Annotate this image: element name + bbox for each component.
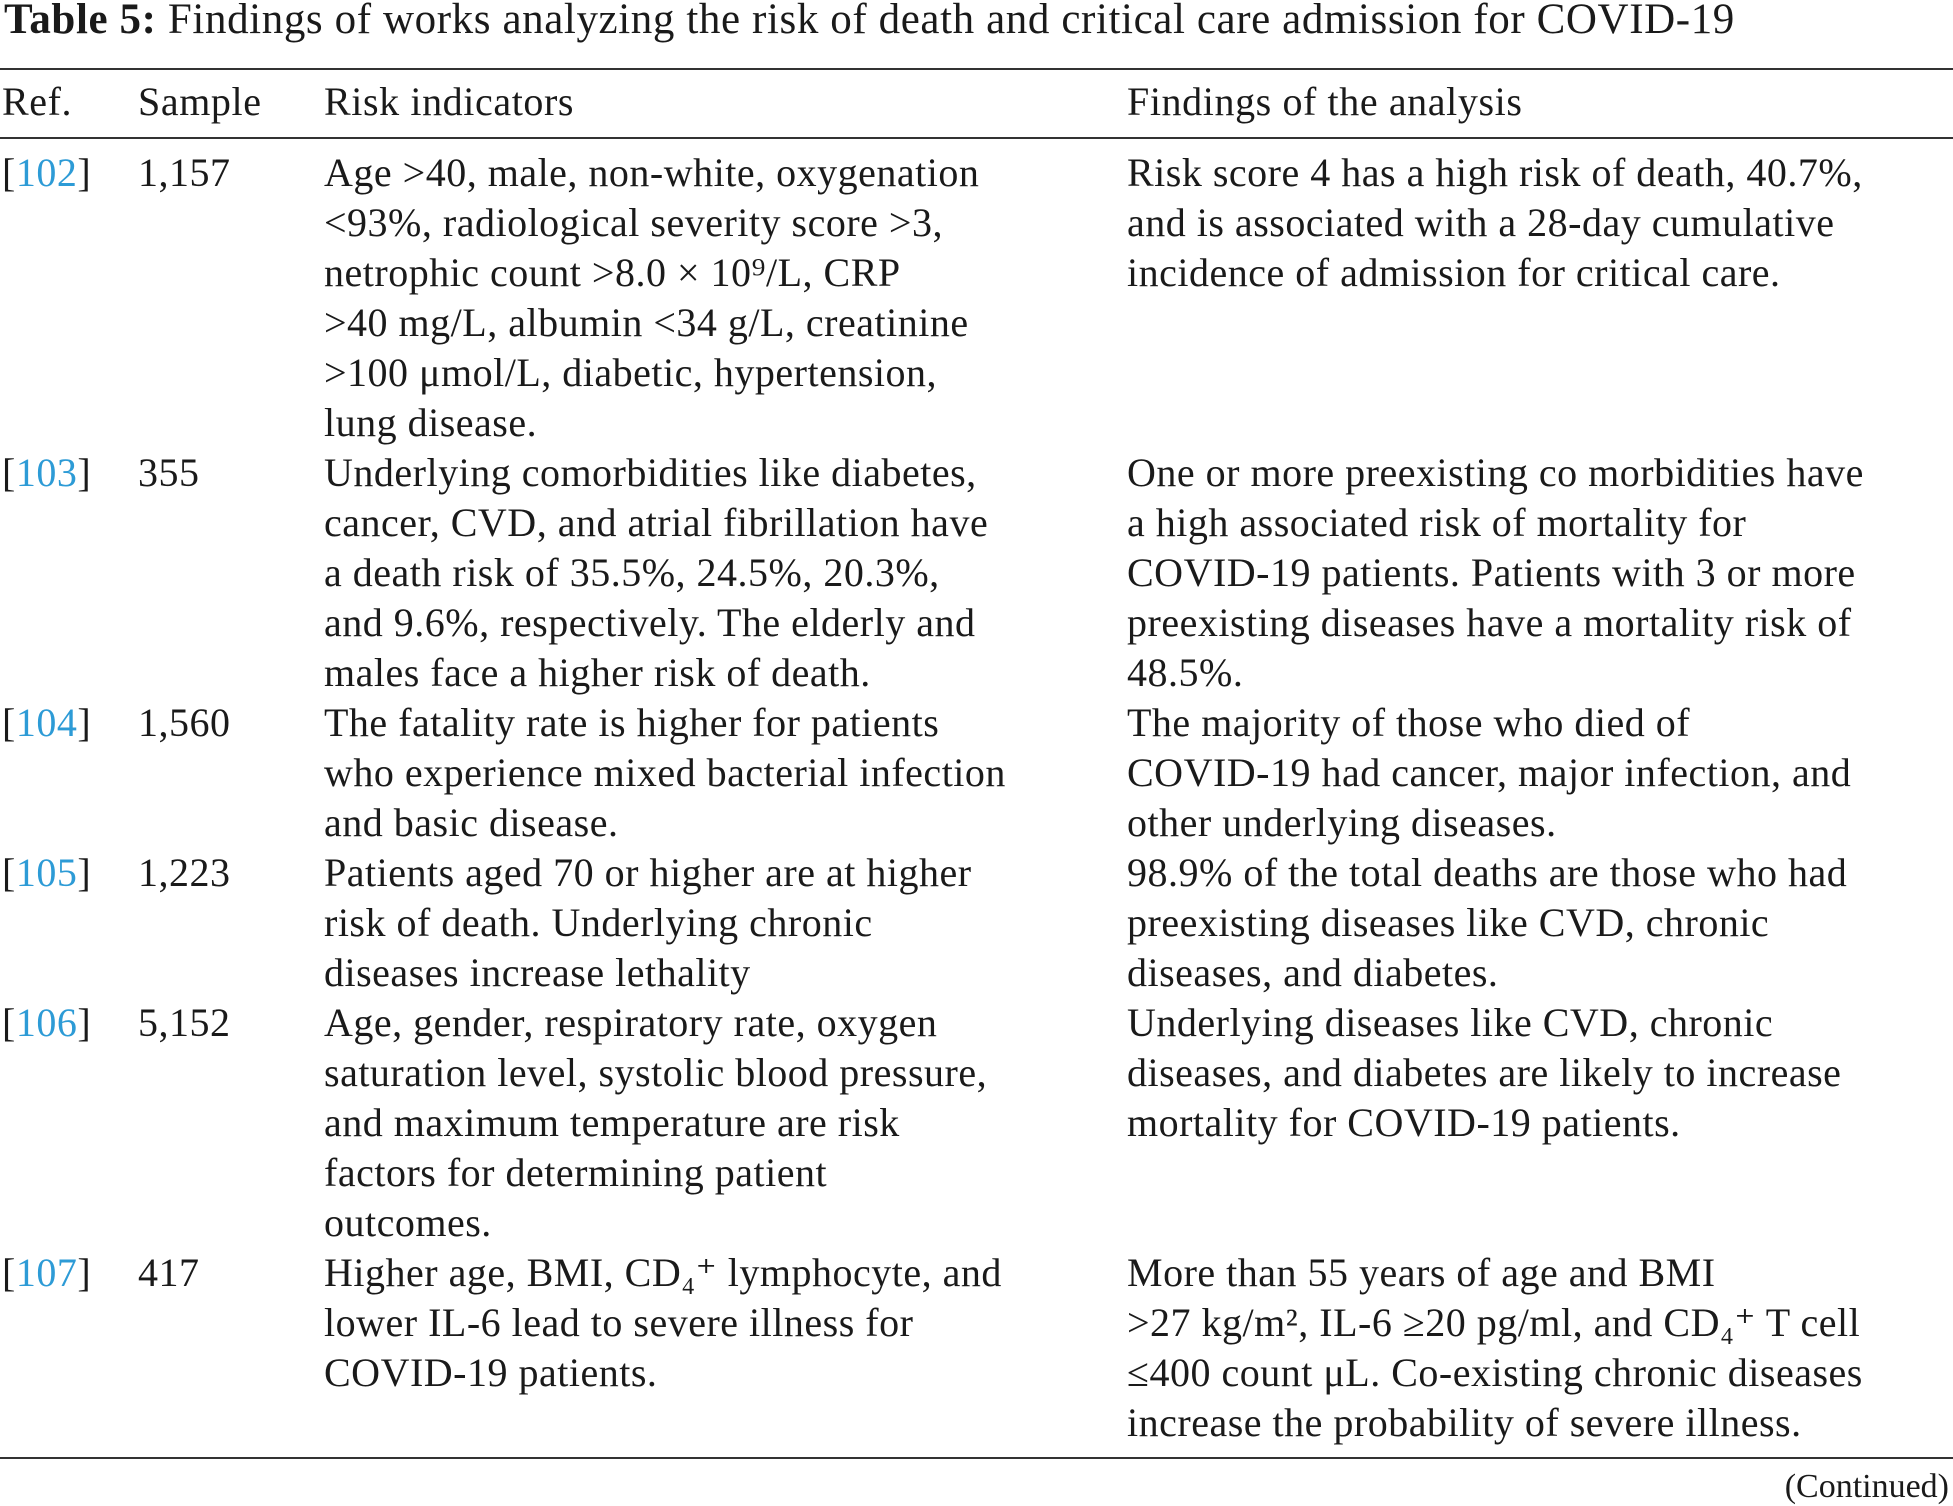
findings-cell: The majority of those who died of COVID-19 had cancer, major infection, and other underlying diseases. xyxy=(1127,700,1852,845)
risk-indicators-cell: Patients aged 70 or higher are at higher risk of death. Underlying chronic diseases increase lethality xyxy=(324,850,972,995)
findings-cell: Underlying diseases like CVD, chronic diseases, and diabetes are likely to increase mortality for COVID-19 patients. xyxy=(1127,1000,1842,1145)
bottom-rule xyxy=(0,1457,1953,1459)
risk-indicators-cell: Age >40, male, non-white, oxygenation <93%, radiological severity score >3, netrophic count >8.0 × 10⁹/L, CRP >40 mg/L, albumin <34 g/L, creatinine >100 μmol/L, diabetic, hypertension, lung disease. xyxy=(324,150,980,445)
risk-indicators-cell: Age, gender, respiratory rate, oxygen saturation level, systolic blood pressure, and maximum temperature are risk factors for determining patient outcomes. xyxy=(324,1000,988,1245)
header-findings: Findings of the analysis xyxy=(1127,79,1523,124)
table-caption xyxy=(4,0,1949,43)
ref-cell xyxy=(2,998,132,1048)
ref-bracket-open: [ xyxy=(2,700,16,745)
sample-cell: 355 xyxy=(138,450,200,495)
ref-link[interactable]: 106 xyxy=(15,1000,78,1045)
header-sample: Sample xyxy=(138,79,262,124)
sample-cell: 417 xyxy=(138,1250,200,1295)
risk-indicators-cell: Underlying comorbidities like diabetes, cancer, CVD, and atrial fibrillation have a death risk of 35.5%, 24.5%, 20.3%, and 9.6%, respectively. The elderly and males face a higher risk of death. xyxy=(324,450,989,695)
findings-cell: 98.9% of the total deaths are those who had preexisting diseases like CVD, chronic diseases, and diabetes. xyxy=(1127,850,1848,995)
findings-cell: More than 55 years of age and BMI >27 kg/m², IL-6 ≥20 pg/ml, and CD₄⁺ T cell ≤400 count μL. Co-existing chronic diseases increase the probability of severe illness. xyxy=(1127,1250,1863,1445)
ref-link[interactable]: 104 xyxy=(15,700,78,745)
ref-bracket-close: ] xyxy=(77,450,92,495)
header-rule xyxy=(0,137,1953,139)
ref-bracket-open: [ xyxy=(2,150,16,195)
header-risk-indicators: Risk indicators xyxy=(324,79,575,124)
ref-bracket-close: ] xyxy=(77,1000,92,1045)
ref-link[interactable]: 103 xyxy=(15,450,78,495)
findings-cell: Risk score 4 has a high risk of death, 40.7%, and is associated with a 28-day cumulative incidence of admission for critical care. xyxy=(1127,150,1863,295)
ref-bracket-close: ] xyxy=(77,150,92,195)
ref-cell xyxy=(2,448,132,498)
risk-indicators-cell: The fatality rate is higher for patients who experience mixed bacterial infection and basic disease. xyxy=(324,700,1006,845)
ref-bracket-close: ] xyxy=(77,1250,92,1295)
ref-cell xyxy=(2,1248,132,1298)
ref-bracket-open: [ xyxy=(2,1000,16,1045)
risk-indicators-cell: Higher age, BMI, CD₄⁺ lymphocyte, and lower IL-6 lead to severe illness for COVID-19 patients. xyxy=(324,1250,1002,1395)
ref-link[interactable]: 102 xyxy=(15,150,78,195)
continued-note: (Continued) xyxy=(1784,1468,1949,1505)
findings-cell: One or more preexisting co morbidities have a high associated risk of mortality for COVID-19 patients. Patients with 3 or more preexisting diseases have a mortality risk of 48.5%. xyxy=(1127,450,1864,695)
table-caption-text: Findings of works analyzing the risk of death and critical care admission for COVID-19 xyxy=(167,0,1735,43)
ref-link[interactable]: 107 xyxy=(15,1250,78,1295)
ref-cell xyxy=(2,148,132,198)
top-rule xyxy=(0,68,1953,70)
sample-cell: 1,157 xyxy=(138,150,231,195)
ref-bracket-close: ] xyxy=(77,700,92,745)
header-ref: Ref. xyxy=(2,79,73,124)
ref-cell xyxy=(2,698,132,748)
table-caption-label: Table 5: xyxy=(4,0,157,43)
ref-link[interactable]: 105 xyxy=(15,850,78,895)
sample-cell: 1,223 xyxy=(138,850,231,895)
ref-cell xyxy=(2,848,132,898)
sample-cell: 5,152 xyxy=(138,1000,231,1045)
ref-bracket-close: ] xyxy=(77,850,92,895)
ref-bracket-open: [ xyxy=(2,1250,16,1295)
sample-cell: 1,560 xyxy=(138,700,231,745)
ref-bracket-open: [ xyxy=(2,450,16,495)
ref-bracket-open: [ xyxy=(2,850,16,895)
